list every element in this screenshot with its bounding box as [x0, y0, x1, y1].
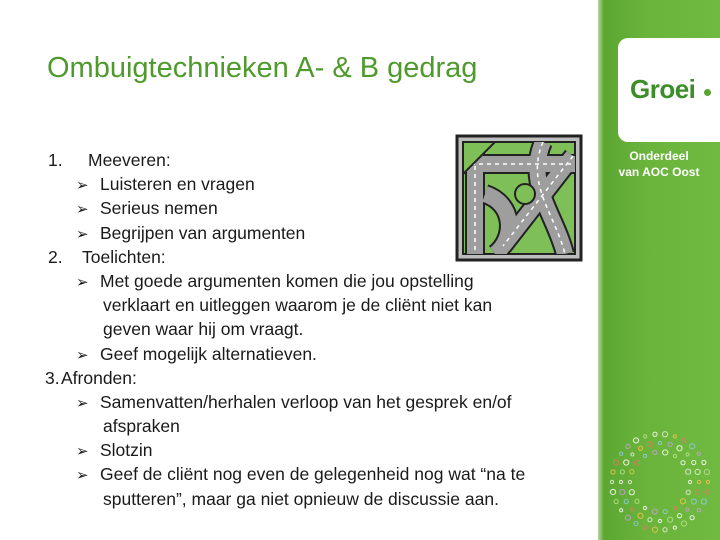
decorative-dots-icon: [600, 420, 720, 540]
decorative-dot: [652, 509, 657, 514]
decorative-dot: [697, 509, 700, 512]
list-item-text: Afronden:: [61, 367, 137, 388]
decorative-dot: [630, 470, 634, 474]
decorative-dot: [624, 460, 629, 465]
decorative-dot: [673, 454, 676, 457]
list-item-text: Serieus nemen: [100, 198, 218, 219]
decorative-dot: [643, 454, 646, 457]
decorative-dot: [652, 527, 657, 532]
decorative-dot: [643, 506, 646, 509]
decorative-dot: [706, 480, 709, 483]
decorative-dot: [702, 460, 706, 464]
decorative-dot: [673, 506, 676, 509]
list-item: [40, 390, 595, 414]
decorative-dot: [692, 460, 696, 464]
decorative-dot: [690, 444, 695, 449]
decorative-dot: [690, 516, 694, 520]
arrow-bullet-icon: ➢: [76, 345, 89, 364]
list-item-continuation: [40, 293, 595, 317]
road-interchange-icon: [455, 134, 583, 262]
decorative-dot: [658, 441, 661, 444]
decorative-dot: [614, 460, 619, 465]
decorative-dot: [686, 490, 690, 494]
list-item-text: Geef mogelijk alternatieven.: [100, 343, 317, 364]
decorative-dot: [696, 490, 700, 494]
list-item-continuation: [40, 487, 595, 511]
decorative-dot: [620, 470, 624, 474]
decorative-dot: [628, 480, 631, 483]
decorative-dot: [668, 442, 672, 446]
list-item-continuation: [40, 317, 595, 341]
decorative-dot: [611, 470, 615, 474]
decorative-dot: [610, 489, 615, 494]
decorative-dot: [631, 508, 634, 511]
decorative-dot: [620, 509, 623, 512]
list-item-text: Geef de cliënt nog even de gelegenheid nog wat “na te: [100, 464, 526, 485]
decorative-dot: [688, 480, 691, 483]
arrow-bullet-icon: ➢: [76, 200, 89, 219]
decorative-dot: [663, 450, 668, 455]
list-item-text: Slotzin: [100, 440, 153, 461]
decorative-dot: [619, 480, 622, 483]
decorative-dot: [614, 499, 618, 503]
list-item: [40, 342, 595, 366]
decorative-dot: [634, 460, 639, 465]
list-item-text: Met goede argumenten komen die jou opstelling: [100, 270, 474, 291]
list-item-continuation: [40, 414, 595, 438]
list-item-text: Luisteren en vragen: [100, 174, 255, 195]
decorative-dot: [701, 499, 706, 504]
logo-card: [618, 38, 720, 142]
decorative-dot: [697, 452, 700, 455]
decorative-dot: [663, 509, 667, 513]
groei-logo: Groei: [630, 74, 696, 104]
slide-title: Ombuigtechnieken A- & B gedrag: [47, 52, 478, 84]
decorative-dot: [682, 438, 686, 442]
list-number: 1.: [48, 150, 63, 170]
decorative-dot: [673, 435, 676, 438]
subtitle-line-1: Onderdeel: [629, 149, 689, 163]
decorative-dot: [634, 521, 638, 525]
decorative-dot: [686, 453, 689, 456]
decorative-dot: [681, 461, 685, 465]
decorative-dot: [647, 442, 652, 447]
arrow-bullet-icon: ➢: [76, 393, 89, 412]
decorative-dot: [667, 517, 672, 522]
list-item-text: geven waar hij om vraagt.: [103, 319, 304, 340]
decorative-dot: [648, 518, 652, 522]
decorative-dot: [691, 499, 696, 504]
list-item-text: Meeveren:: [88, 150, 171, 170]
decorative-dot: [681, 521, 686, 526]
decorative-dot: [624, 499, 628, 503]
list-item-text: Samenvatten/herhalen verloop van het gesprek en/of: [100, 391, 512, 412]
decorative-dot: [677, 446, 682, 451]
decorative-dot: [653, 450, 657, 454]
list-number: 2.: [48, 246, 63, 267]
decorative-dot: [653, 432, 657, 436]
decorative-dot: [620, 489, 625, 494]
arrow-bullet-icon: ➢: [76, 442, 89, 461]
decorative-dot: [625, 515, 630, 520]
list-item: [40, 366, 595, 390]
decorative-dot: [635, 499, 639, 503]
arrow-bullet-icon: ➢: [76, 224, 89, 243]
list-item-text: Toelichten:: [82, 246, 166, 267]
decorative-dot: [658, 519, 661, 522]
subtitle-line-2: van AOC Oost: [618, 165, 700, 179]
arrow-bullet-icon: ➢: [76, 466, 89, 485]
decorative-dot: [638, 513, 643, 518]
decorative-dot: [629, 490, 634, 495]
decorative-dot: [680, 499, 685, 504]
decorative-dot: [631, 453, 634, 456]
list-item-text: afspraken: [103, 416, 180, 437]
list-item-text: sputteren”, maar ga niet opnieuw de discussie aan.: [103, 488, 499, 509]
decorative-dot: [686, 469, 691, 474]
list-item-text: verklaart en uitleggen waarom je de cliënt niet kan: [103, 295, 493, 316]
decorative-dot: [705, 490, 709, 494]
decorative-dot: [644, 526, 647, 529]
decorative-dot: [626, 444, 630, 448]
list-item: [40, 269, 595, 293]
decorative-dot: [662, 432, 667, 437]
decorative-dot: [697, 480, 700, 483]
list-item-text: Begrijpen van argumenten: [100, 222, 306, 243]
decorative-dot: [620, 452, 623, 455]
decorative-dot: [677, 514, 681, 518]
decorative-dot: [704, 469, 709, 474]
decorative-dot: [633, 438, 638, 443]
decorative-dot: [673, 526, 676, 529]
decorative-dot: [638, 446, 642, 450]
decorative-dot: [644, 435, 647, 438]
logo-dot-icon: [704, 89, 711, 96]
arrow-bullet-icon: ➢: [76, 272, 89, 291]
decorative-dot: [695, 469, 700, 474]
decorative-dot: [686, 508, 689, 511]
list-number: 3.: [45, 367, 60, 388]
decorative-dot: [610, 480, 613, 483]
decorative-dot: [663, 528, 667, 532]
arrow-bullet-icon: ➢: [76, 176, 89, 195]
list-item: [40, 438, 595, 462]
list-item: [40, 462, 595, 486]
